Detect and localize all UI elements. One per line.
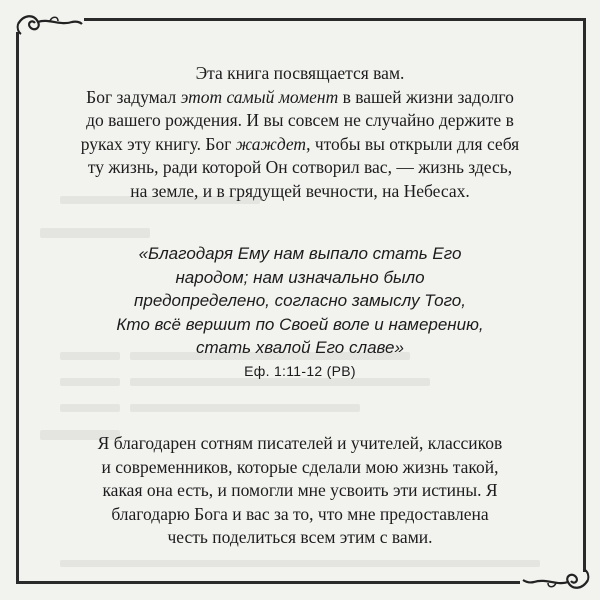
- bible-verse-quote: «Благодаря Ему нам выпало стать Его народом; нам изначально было предопределено, согласно замыслу Того, Кто всё вершит по Своей воле и намерению, стать хвалой Его славе»: [116, 244, 484, 357]
- acknowledgement-paragraph: Я благодарен сотням писателей и учителей, классиков и современников, которые сделали мою жизнь такой, какая она есть, и помогли мне усвоить эти истины. Я благодарю Бога и вас за то, что мне предоставлена честь поделиться всем этим с вами.: [97, 433, 503, 547]
- emphasis-text: этот самый момент: [180, 86, 339, 107]
- verse-reference: Еф. 1:11-12 (РВ): [244, 363, 356, 379]
- page-content: [24, 0, 576, 600]
- dedication-line: на земле, и в грядущей вечности, на Небесах.: [130, 180, 470, 201]
- dedication-line: до вашего рождения. И вы совсем не случайно держите в: [86, 110, 514, 130]
- dedication-line: в вашей жизни задолго: [338, 86, 514, 107]
- dedication-line: Бог задумал: [86, 86, 181, 107]
- dedication-line: ту жизнь, ради которой Он сотворил вас, — жизнь здесь,: [87, 157, 513, 177]
- dedication-paragraph: [24, 62, 576, 203]
- dedication-line: , чтобы вы открыли для себя: [306, 133, 520, 154]
- dedication-line: Эта книга посвящается вам.: [195, 63, 405, 83]
- emphasis-text: жаждет: [235, 133, 307, 154]
- dedication-line: руках эту книгу. Бог: [80, 133, 236, 154]
